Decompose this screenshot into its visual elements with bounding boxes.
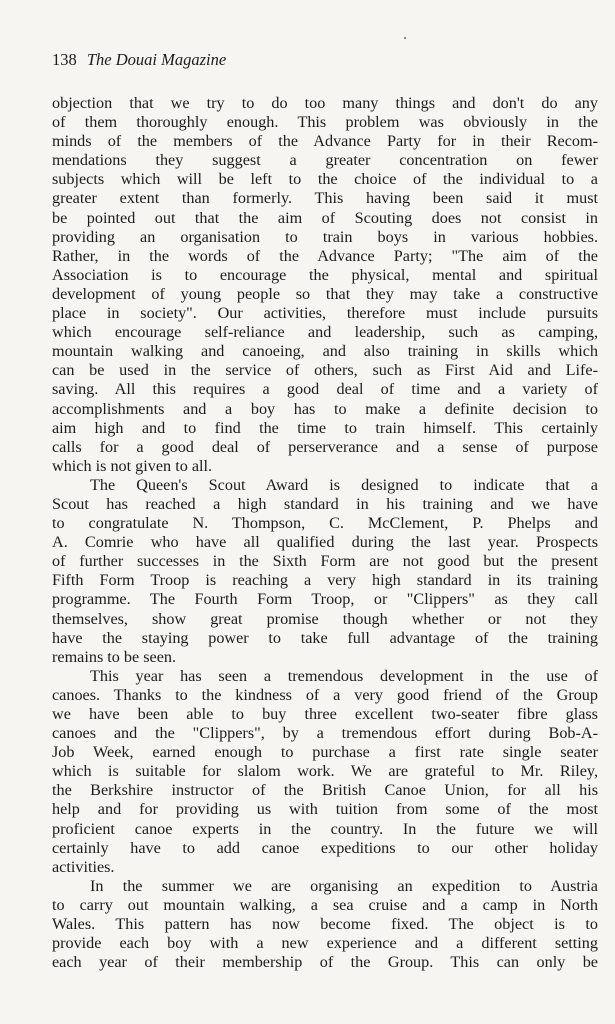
- paragraph-canoes: [52, 667, 598, 877]
- text-line: objection that we try to do too many things and don't do any: [52, 94, 598, 112]
- text-line: themselves, show great promise though whether or not they: [52, 609, 598, 628]
- text-line: activities.: [52, 857, 115, 876]
- text-line: to carry out mountain walking, a sea cruise and a camp in North: [52, 895, 598, 914]
- text-line: canoes. Thanks to the kindness of a very good friend of the Group: [52, 685, 598, 704]
- text-line: Rather, in the words of the Advance Party; "The aim of the: [52, 246, 598, 265]
- text-line: Job Week, earned enough to purchase a first rate single seater: [52, 743, 598, 762]
- text-line: mendations they suggest a greater concentration on fewer: [52, 151, 598, 170]
- text-line: of further successes in the Sixth Form are not good but the present: [52, 552, 598, 571]
- text-line: which is not given to all.: [52, 456, 213, 475]
- text-line: which is suitable for slalom work. We are grateful to Mr. Riley,: [52, 762, 598, 781]
- text-line: development of young people so that they may take a constructive: [52, 284, 598, 303]
- text-line: minds of the members of the Advance Party for in their Recom-: [52, 132, 598, 151]
- text-line: Scout has reached a high standard in his training and we have: [52, 494, 598, 513]
- paragraph-summer-expedition: [52, 877, 598, 972]
- text-line: of them thoroughly enough. This problem was obviously in the: [52, 113, 598, 132]
- running-head: [52, 50, 226, 70]
- text-line: have the staying power to take full advantage of the training: [52, 628, 598, 647]
- text-line: greater extent than formerly. This having been said it must: [52, 189, 598, 208]
- text-line: each year of their membership of the Group. This can only be: [52, 953, 598, 972]
- text-line: Fifth Form Troop is reaching a very high standard in its training: [52, 571, 598, 590]
- text-line: proficient canoe experts in the country. In the future we will: [52, 819, 598, 838]
- text-line: accomplishments and a boy has to make a definite decision to: [52, 399, 598, 418]
- text-line: help and for providing us with tuition from some of the most: [52, 800, 598, 819]
- text-line: remains to be seen.: [52, 647, 177, 666]
- text-line: calls for a good deal of perserverance and a sense of purpose: [52, 437, 598, 456]
- text-line: can be used in the service of others, such as First Aid and Life-: [52, 361, 598, 380]
- text-line: we have been able to buy three excellent two-seater fibre glass: [52, 705, 598, 723]
- text-line: to congratulate N. Thompson, C. McClement, P. Phelps and: [52, 514, 598, 533]
- text-line: which encourage self-reliance and leadership, such as camping,: [52, 323, 598, 342]
- text-line: mountain walking and canoeing, and also training in skills which: [52, 342, 598, 361]
- text-line: aim high and to find the time to train himself. This certainly: [52, 418, 598, 437]
- article-body: [52, 94, 598, 972]
- text-line: This year has seen a tremendous development in the use of: [90, 666, 598, 685]
- text-line: providing an organisation to train boys in various hobbies.: [52, 227, 598, 246]
- print-speck: [404, 37, 406, 39]
- text-line: Wales. This pattern has now become fixed. The object is to: [52, 915, 598, 934]
- text-line: In the summer we are organising an expedition to Austria: [90, 876, 598, 895]
- text-line: place in society". Our activities, therefore must include pursuits: [52, 304, 598, 323]
- text-line: A. Comrie who have all qualified during the last year. Prospects: [52, 533, 598, 552]
- text-line: certainly have to add canoe expeditions to our other holiday: [52, 838, 598, 857]
- text-line: The Queen's Scout Award is designed to indicate that a: [90, 475, 598, 494]
- text-line: the Berkshire instructor of the British Canoe Union, for all his: [52, 781, 598, 800]
- text-line: provide each boy with a new experience and a different setting: [52, 934, 598, 953]
- journal-title: The Douai Magazine: [86, 50, 227, 69]
- text-line: subjects which will be left to the choice of the individual to a: [52, 170, 598, 189]
- text-line: saving. All this requires a good deal of time and a variety of: [52, 380, 598, 399]
- text-line: canoes and the "Clippers", by a tremendous effort during Bob-A-: [52, 724, 598, 743]
- text-line: Association is to encourage the physical, mental and spiritual: [52, 265, 598, 284]
- paragraph-scouting-aims: [52, 94, 598, 476]
- text-line: programme. The Fourth Form Troop, or "Clippers" as they call: [52, 590, 598, 609]
- page-number: 138: [52, 50, 77, 69]
- paragraph-queens-scout-award: [52, 476, 598, 667]
- text-line: be pointed out that the aim of Scouting does not consist in: [52, 208, 598, 227]
